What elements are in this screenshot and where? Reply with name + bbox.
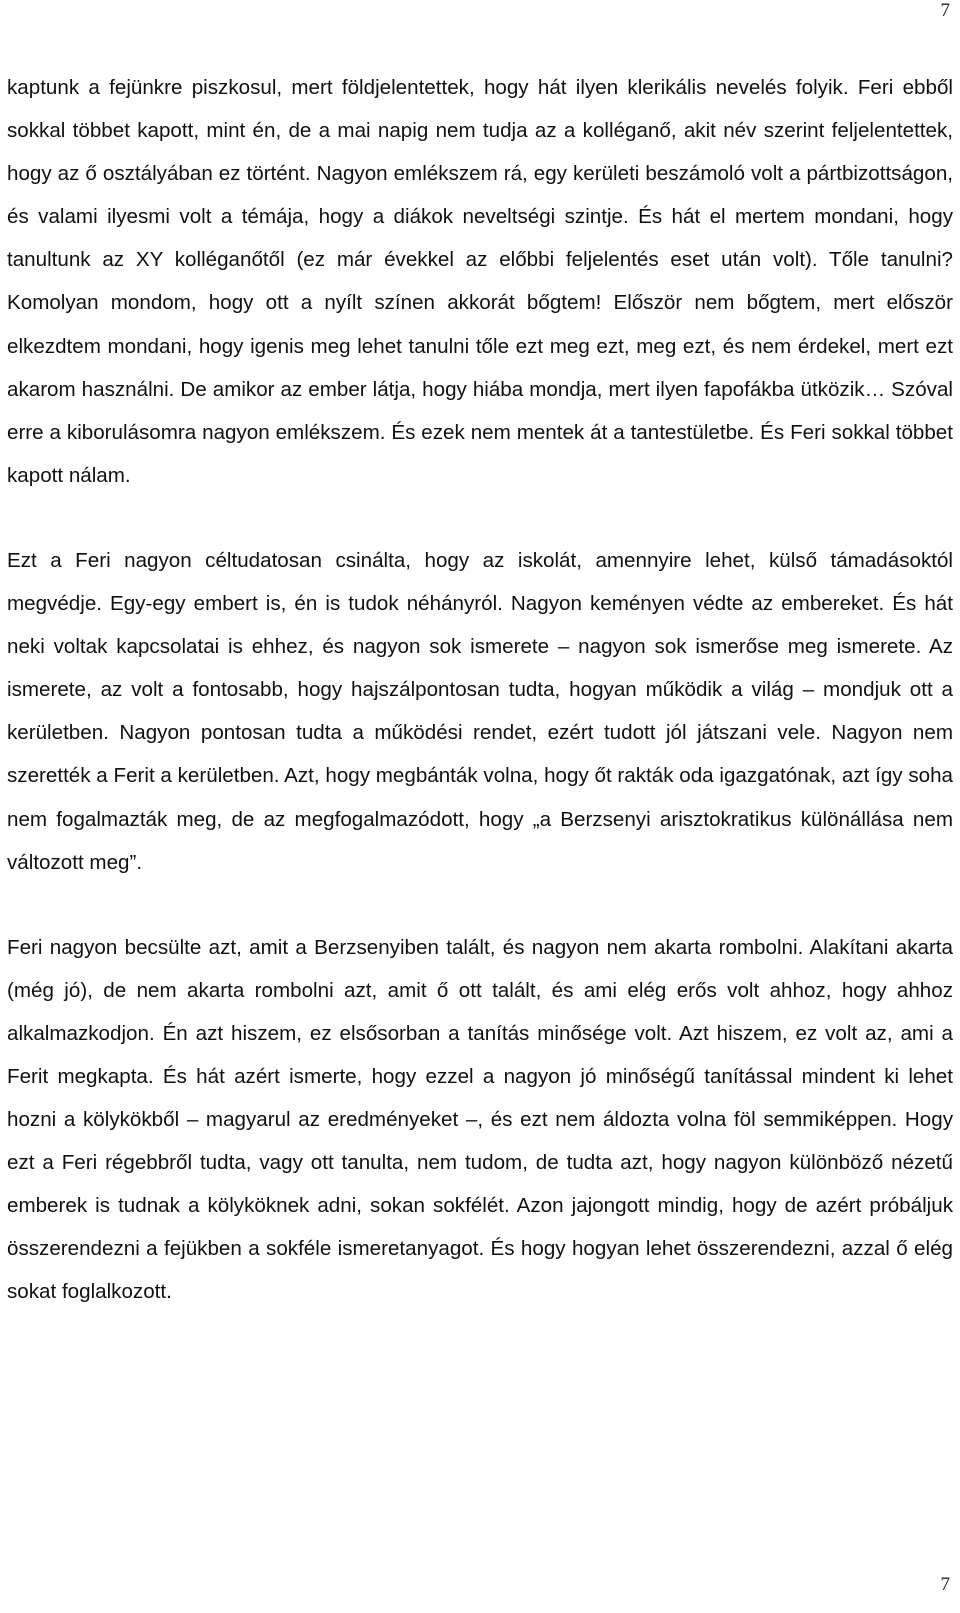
paragraph-2: Ezt a Feri nagyon céltudatosan csinálta, hogy az iskolát, amennyire lehet, külső támadásoktól megvédje. Egy-egy embert is, én is tudok néhányról. Nagyon keményen védte az embereket. És hát neki voltak kapcsolatai is ehhez, és nagyon sok ismerete – nagyon sok ismerőse meg ismerete. Az ismerete, az volt a fontosabb, hogy hajszálpontosan tudta, hogyan működik a világ – mondjuk ott a kerületben. Nagyon pontosan tudta a működési rendet, ezért tudott jól játszani vele. Nagyon nem szerették a Ferit a kerületben. Azt, hogy megbánták volna, hogy őt rakták oda igazgatónak, azt így soha nem fogalmazták meg, de az megfogalmazódott, hogy „a Berzsenyi arisztokratikus különállása nem változott meg”. — [7, 548, 953, 874]
paragraph-3: Feri nagyon becsülte azt, amit a Berzsenyiben talált, és nagyon nem akarta rombolni. Alakítani akarta (még jó), de nem akarta rombolni azt, amit ő ott talált, és ami elég erős volt ahhoz, hogy ahhoz alkalmazkodjon. Én azt hiszem, ez elsősorban a tanítás minősége volt. Azt hiszem, ez volt az, ami a Ferit megkapta. És hát azért ismerte, hogy ezzel a nagyon jó minőségű tanítással mindent ki lehet hozni a kölykökből – magyarul az eredményeket –, és ezt nem áldozta volna föl semmiképpen. Hogy ezt a Feri régebbről tudta, vagy ott tanulta, nem tudom, de tudta azt, hogy nagyon különböző nézetű emberek is tudnak a kölyköknek adni, sokan sokfélét. Azon jajongott mindig, hogy de azért próbáljuk összerendezni a fejükben a sokféle ismeretanyagot. És hogy hogyan lehet összerendezni, azzal ő elég sokat foglalkozott. — [7, 935, 953, 1304]
document-body — [7, 66, 953, 1314]
page-number-top: 7 — [940, 0, 950, 21]
paragraph-1: kaptunk a fejünkre piszkosul, mert földjelentettek, hogy hát ilyen klerikális nevelés folyik. Feri ebből sokkal többet kapott, mint én, de a mai napig nem tudja az a kolléganő, akit név szerint feljelentettek, hogy az ő osztályában ez történt. Nagyon emlékszem rá, egy kerületi beszámoló volt a pártbizottságon, és valami ilyesmi volt a témája, hogy a diákok neveltségi szintje. És hát el mertem mondani, hogy tanultunk az XY kolléganőtől (ez már évekkel az előbbi feljelentés eset után volt). Tőle tanulni? Komolyan mondom, hogy ott a nyílt színen akkorát bőgtem! Először nem bőgtem, mert először elkezdtem mondani, hogy igenis meg lehet tanulni tőle ezt meg ezt, meg ezt, és nem érdekel, mert ezt akarom használni. De amikor az ember látja, hogy hiába mondja, mert ilyen fapofákba ütközik… Szóval erre a kiborulásomra nagyon emlékszem. És ezek nem mentek át a tantestületbe. És Feri sokkal többet kapott nálam. — [7, 76, 953, 487]
page-number-bottom: 7 — [940, 1574, 950, 1595]
